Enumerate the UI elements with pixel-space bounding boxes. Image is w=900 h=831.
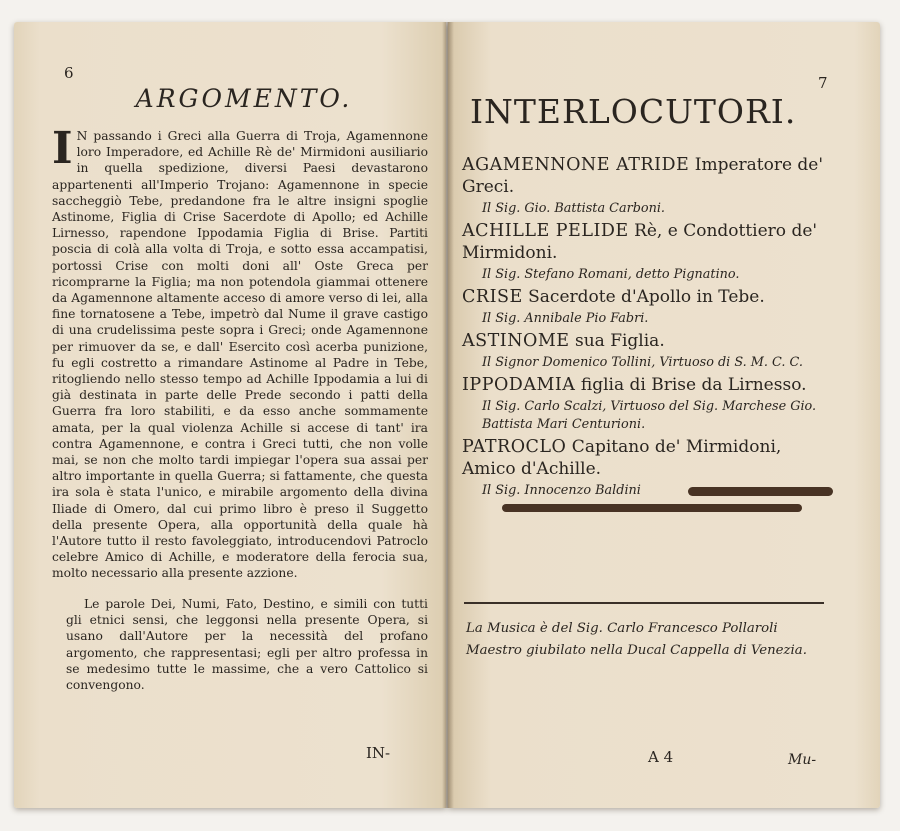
cast-list bbox=[462, 154, 834, 502]
role-name: CRISE bbox=[462, 287, 523, 307]
book-gutter bbox=[442, 22, 454, 808]
cast-entry bbox=[462, 220, 834, 284]
cast-entry bbox=[462, 330, 834, 372]
argument-note bbox=[66, 596, 428, 693]
singer-name: Il Sig. Gio. Battista Carboni. bbox=[482, 201, 665, 216]
role-name: ASTINOME bbox=[462, 331, 570, 351]
singer-name: Il Signor Domenico Tollini, Virtuoso di S. M. C. C. bbox=[482, 355, 803, 370]
signature-mark: A 4 bbox=[648, 748, 674, 766]
role-name: IPPODAMIA bbox=[462, 375, 576, 395]
role-description: sua Figlia. bbox=[569, 331, 665, 351]
argument-paragraph-2: Le parole Dei, Numi, Fato, Destino, e simili con tutti gli etnici sensi, che leggonsi nella presente Opera, si usano dall'Autore per la necessità del profano argomento, che rappresentasi; egli per altro professa in se medesimo tutte le massime, che a vero Cattolico si convengono. bbox=[66, 597, 428, 693]
singer-name: Il Sig. Innocenzo Baldini bbox=[482, 483, 641, 498]
role-description: Rè, e Condottiero de' Mirmidoni. bbox=[462, 221, 818, 263]
cast-entry bbox=[462, 436, 834, 500]
role-name: AGAMENNONE ATRIDE bbox=[462, 155, 690, 175]
role-description: Sacerdote d'Apollo in Tebe. bbox=[522, 287, 765, 307]
page-number-left: 6 bbox=[64, 64, 74, 82]
argument-body bbox=[52, 123, 428, 582]
page-number-right: 7 bbox=[818, 74, 828, 92]
music-credit: La Musica è del Sig. Carlo Francesco Pollaroli Maestro giubilato nella Ducal Cappella di Venezia. bbox=[466, 621, 807, 658]
role-name: ACHILLE PELIDE bbox=[462, 221, 629, 241]
left-page bbox=[14, 22, 446, 808]
catchword-right: Mu- bbox=[788, 752, 817, 768]
role-description: Capitano de' Mirmidoni, Amico d'Achille. bbox=[462, 437, 782, 479]
catchword-left: IN- bbox=[366, 744, 391, 762]
cast-entry bbox=[462, 286, 834, 328]
singer-name: Il Sig. Carlo Scalzi, Virtuoso del Sig. Marchese Gio. Battista Mari Centurioni. bbox=[482, 399, 817, 432]
divider-rule bbox=[464, 602, 824, 604]
argument-paragraph-1: N passando i Greci alla Guerra di Troja, Agamennone loro Imperadore, ed Achille Rè de' Mirmidoni ausiliario in quella spedizione, diversi Paesi devastarono appartenenti all'Imperio Trojano: Agamennone in specie saccheggiò Tebe, predandone fra le altre insigni spoglie Astinome, Figlia di Crise Sacerdote di Apollo; ed Achille Lirnesso, rapendone Ippodamia Figlia di Brise. Partiti poscia di colà alla volta di Troja, e sotto essa accampatisi, portossi Crise con molti doni all' Oste Greca per ricomprarne la Figlia; ma non potendola giammai ottenere da Agamennone altamente acceso di amore verso di lei, alla fine tornatosene a Tebe, impetrò dal Nume il grave castigo di una crudelissima peste sopra i Greci; onde Agamennone per rimuover da se, e dall' Esercito così acerba punizione, fu egli costretto a rimandare Astinome al Padre in Tebe, ritogliendo nello stesso tempo ad Achille Ippodamia a lui di già destinata in parte delle Prede secondo i patti della Guerra fra loro stabiliti, e da esso anche sommamente amata, per la qual violenza Achille si accese di tant' ira contra Agamennone, e contra i Greci tutti, che non volle mai, se non che molto tardi impiegar l'opera sua assai per altro importante in quella Guerra; si fattamente, che questa ira sola è stata l'unico, e mirabile argomento della divina Iliade di Omero, dal cui primo libro è preso il Suggetto della presente Opera, alla opportunità della quale hà l'Autore tutto il resto favoleggiato, introducendovi Patroclo celebre Amico di Achille, e moderatore della ferocia sua, molto necessario alla presente azzione. bbox=[52, 129, 428, 581]
right-page bbox=[448, 22, 880, 808]
argument-title: ARGOMENTO. bbox=[135, 84, 353, 113]
ink-strikeout-mark bbox=[688, 487, 833, 496]
cast-entry bbox=[462, 154, 834, 218]
singer-name: Il Sig. Annibale Pio Fabri. bbox=[482, 311, 649, 326]
role-description: figlia di Brise da Lirnesso. bbox=[575, 375, 807, 395]
open-book bbox=[14, 22, 884, 812]
cast-entry bbox=[462, 374, 834, 434]
role-description: Imperatore de' Greci. bbox=[462, 155, 824, 197]
singer-name: Il Sig. Stefano Romani, detto Pignatino. bbox=[482, 267, 740, 282]
role-name: PATROCLO bbox=[462, 437, 567, 457]
struck-out-entry bbox=[462, 482, 834, 500]
drop-cap: I bbox=[52, 123, 73, 174]
interlocutors-title: INTERLOCUTORI. bbox=[470, 92, 797, 131]
ink-strikeout-mark bbox=[502, 504, 802, 512]
